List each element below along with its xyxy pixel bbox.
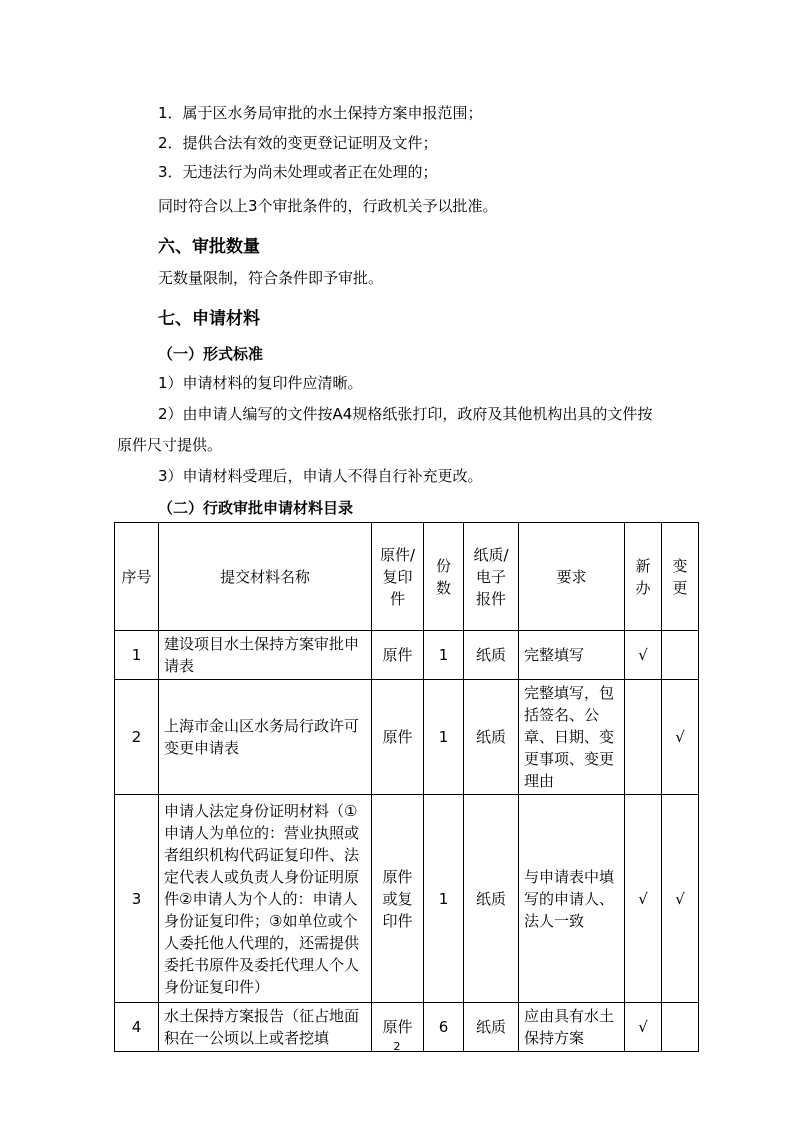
row-new-check: √ — [625, 631, 662, 680]
header-copies: 份数 — [424, 523, 464, 631]
row-medium: 纸质 — [464, 795, 519, 1003]
row-medium: 纸质 — [464, 1003, 519, 1052]
row-form: 原件或复印件 — [372, 795, 424, 1003]
row-new-check: √ — [625, 1003, 662, 1052]
row-req: 应由具有水土保持方案 — [519, 1003, 625, 1052]
header-new: 新办 — [625, 523, 662, 631]
section7-sub1: （一）形式标准 — [158, 345, 264, 363]
row-copies: 1 — [424, 631, 464, 680]
row-no: 4 — [115, 1003, 159, 1052]
section7-sub2: （二）行政审批申请材料目录 — [158, 499, 354, 517]
row-copies: 6 — [424, 1003, 464, 1052]
table-header-row — [115, 523, 699, 631]
row-no: 3 — [115, 795, 159, 1003]
row-req: 完整填写，包括签名、公章、日期、变更事项、变更理由 — [519, 680, 625, 795]
table-row — [115, 631, 699, 680]
header-form: 原件/复印件 — [372, 523, 424, 631]
row-change-check: √ — [662, 680, 699, 795]
row-name: 申请人法定身份证明材料（①申请人为单位的：营业执照或者组织机构代码证复印件、法定代表人或负责人身份证明原件②申请人为个人的：申请人身份证复印件；③如单位或个人委托他人代理的，还需提供委托书原件及委托代理人个人身份证复印件） — [159, 795, 372, 1003]
condition-3: 3．无违法行为尚未处理或者正在处理的； — [158, 163, 438, 181]
rule-3: 3）申请材料受理后，申请人不得自行补充更改。 — [158, 467, 483, 485]
row-name: 上海市金山区水务局行政许可变更申请表 — [159, 680, 372, 795]
header-req: 要求 — [519, 523, 625, 631]
condition-1: 1．属于区水务局审批的水土保持方案申报范围； — [158, 104, 483, 122]
row-new-check — [625, 680, 662, 795]
materials-table — [114, 522, 699, 1052]
row-form: 原件 — [372, 1003, 424, 1052]
condition-2: 2．提供合法有效的变更登记证明及文件； — [158, 134, 438, 152]
row-name: 建设项目水土保持方案审批申请表 — [159, 631, 372, 680]
row-copies: 1 — [424, 795, 464, 1003]
row-change-check: √ — [662, 795, 699, 1003]
row-medium: 纸质 — [464, 680, 519, 795]
row-name: 水土保持方案报告（征占地面积在一公顷以上或者挖填 — [159, 1003, 372, 1052]
row-copies: 1 — [424, 680, 464, 795]
page-number: 2 — [393, 1040, 401, 1053]
rule-2-cont: 原件尺寸提供。 — [117, 436, 223, 454]
header-medium: 纸质/电子报件 — [464, 523, 519, 631]
conditions-summary: 同时符合以上3个审批条件的，行政机关予以批准。 — [158, 197, 498, 215]
row-change-check — [662, 631, 699, 680]
header-change: 变更 — [662, 523, 699, 631]
table-row — [115, 680, 699, 795]
header-name: 提交材料名称 — [159, 523, 372, 631]
row-req: 与申请表中填写的申请人、法人一致 — [519, 795, 625, 1003]
rule-1: 1）申请材料的复印件应清晰。 — [158, 374, 363, 392]
section7-heading: 七、申请材料 — [158, 309, 260, 329]
row-medium: 纸质 — [464, 631, 519, 680]
row-form: 原件 — [372, 631, 424, 680]
row-form: 原件 — [372, 680, 424, 795]
row-new-check: √ — [625, 795, 662, 1003]
row-no: 1 — [115, 631, 159, 680]
header-no: 序号 — [115, 523, 159, 631]
row-no: 2 — [115, 680, 159, 795]
table-row — [115, 795, 699, 1003]
rule-2: 2）由申请人编写的文件按A4规格纸张打印，政府及其他机构出具的文件按 — [158, 405, 653, 423]
section6-heading: 六、审批数量 — [158, 237, 260, 257]
row-req: 完整填写 — [519, 631, 625, 680]
section6-text: 无数量限制，符合条件即予审批。 — [158, 269, 384, 287]
